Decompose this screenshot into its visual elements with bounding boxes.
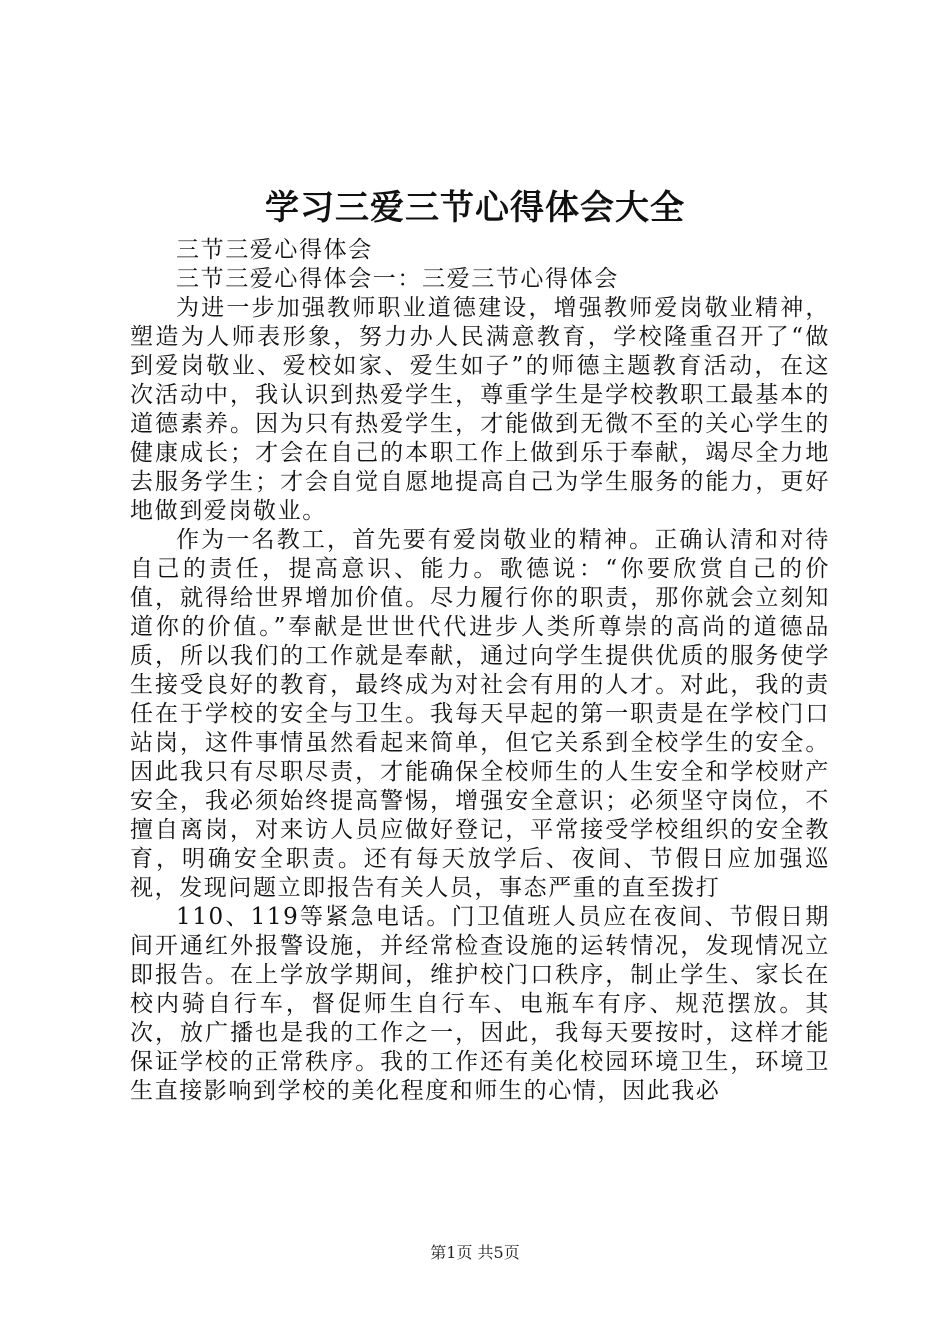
paragraph-section-heading: 三节三爱心得体会一：三爱三节心得体会	[176, 266, 619, 292]
page-number-footer: 第1页 共5页	[430, 1243, 520, 1262]
paragraph-3: 110、119等紧急电话。门卫值班人员应在夜间、节假日期间开通红外报警设施，并经常检查设施的运转情况，发现情况立即报告。在上学放学期间，维护校门口秩序，制止学生、家长在校内骑自行车，督促师生自行车、电瓶车有序、规范摆放。其次，放广播也是我的工作之一，因此，我每天要按时，这样才能保证学校的正常秩序。我的工作还有美化校园环境卫生，环境卫生直接影响到学校的美化程度和师生的心情，因此我必	[130, 904, 830, 1104]
paragraph-2: 作为一名教工，首先要有爱岗敬业的精神。正确认清和对待自己的责任，提高意识、能力。歌德说：“你要欣赏自己的价值，就得给世界增加价值。尽力履行你的职责，那你就会立刻知道你的价值。”奉献是世世代代进步人类所尊崇的高尚的道德品质，所以我们的工作就是奉献，通过向学生提供优质的服务使学生接受良好的教育，最终成为对社会有用的人才。对此，我的责任在于学校的安全与卫生。我每天早起的第一职责是在学校门口站岗，这件事情虽然看起来简单，但它关系到全校学生的安全。因此我只有尽职尽责，才能确保全校师生的人生安全和学校财产安全，我必须始终提高警惕，增强安全意识；必须坚守岗位，不擅自离岗，对来访人员应做好登记，平常接受学校组织的安全教育，明确安全职责。还有每天放学后、夜间、节假日应加强巡视，发现问题立即报告有关人员，事态严重的直至拨打	[130, 527, 830, 901]
document-title: 学习三爱三节心得体会大全	[265, 188, 685, 228]
document-body	[130, 236, 830, 1106]
paragraph-1: 为进一步加强教师职业道德建设，增强教师爱岗敬业精神，塑造为人师表形象，努力办人民满意教育，学校隆重召开了“做到爱岗敬业、爱校如家、爱生如子”的师德主题教育活动，在这次活动中，我认识到热爱学生，尊重学生是学校教职工最基本的道德素养。因为只有热爱学生，才能做到无微不至的关心学生的健康成长；才会在自己的本职工作上做到乐于奉献，竭尽全力地去服务学生；才会自觉自愿地提高自己为学生服务的能力，更好地做到爱岗敬业。	[130, 295, 830, 524]
paragraph-subtitle: 三节三爱心得体会	[176, 237, 373, 263]
